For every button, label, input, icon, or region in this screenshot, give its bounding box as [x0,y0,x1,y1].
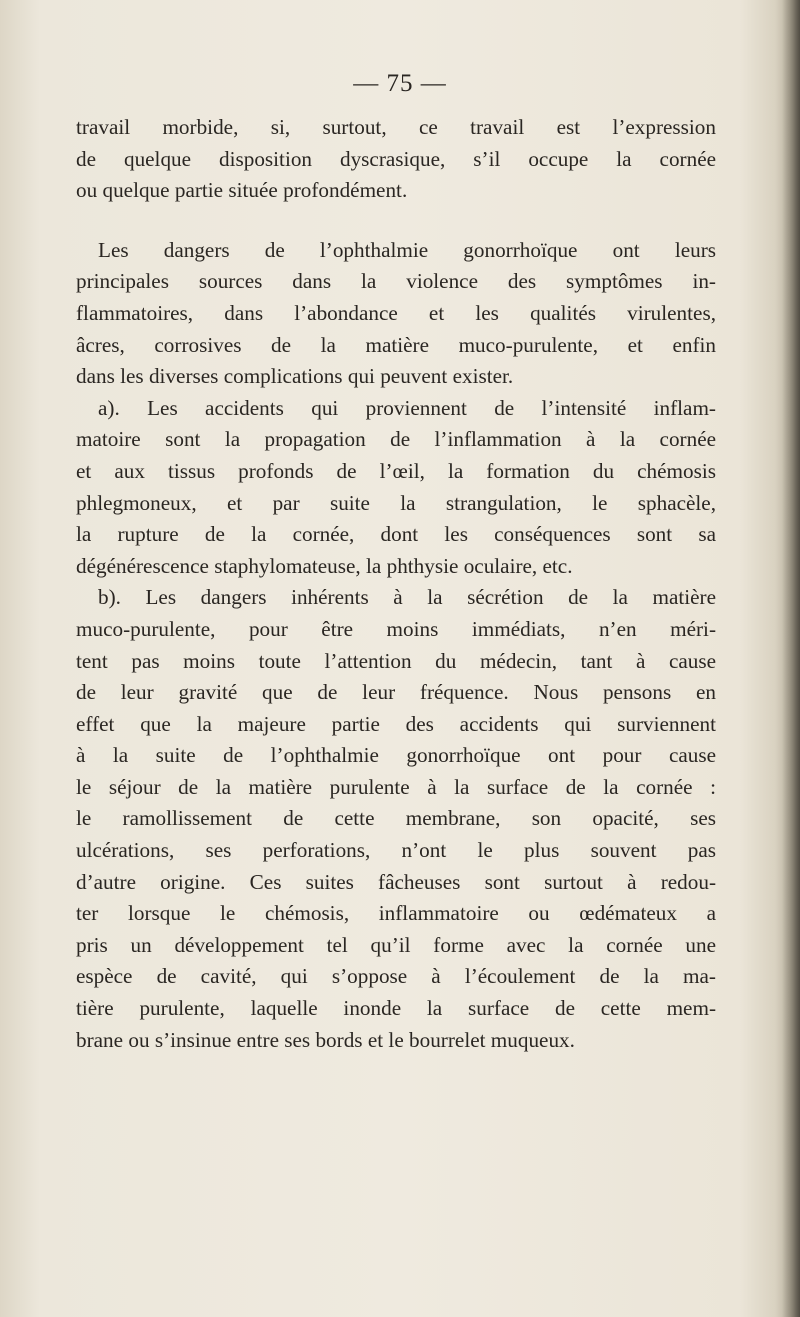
text-line: de quelque disposition dyscrasique, s’il occupe la cornée [76,146,716,171]
text-line: muco-purulente, pour être moins immédiats, n’en méri- [76,616,716,641]
text-line: pris un développement tel qu’il forme avec la cornée une [76,932,716,957]
text-line: ulcérations, ses perforations, n’ont le plus souvent pas [76,838,716,863]
text-line: âcres, corrosives de la matière muco-purulente, et enfin [76,332,716,357]
text-line: phlegmoneux, et par suite la strangulation, le sphacèle, [76,490,716,515]
paragraph [76,112,716,207]
text-line: le ramollissement de cette membrane, son opacité, ses [76,806,716,831]
text-line: principales sources dans la violence des symptômes in- [76,269,716,294]
paragraph [76,235,716,393]
paragraph [76,582,716,1056]
text-line: dans les diverses complications qui peuvent exister. [76,364,514,389]
body-text [76,112,716,1056]
text-line: ter lorsque le chémosis, inflammatoire ou œdémateux a [76,901,716,926]
text-line: b). Les dangers inhérents à la sécrétion de la matière [98,585,716,610]
page-number: — 75 — [353,70,447,97]
text-line: a). Les accidents qui proviennent de l’intensité inflam- [98,395,716,420]
text-line: de leur gravité que de leur fréquence. Nous pensons en [76,680,716,705]
text-line: tent pas moins toute l’attention du médecin, tant à cause [76,648,716,673]
text-line: matoire sont la propagation de l’inflammation à la cornée [76,427,716,452]
text-line: travail morbide, si, surtout, ce travail est l’expression [76,115,716,139]
text-line: ou quelque partie située profondément. [76,178,408,203]
text-line: dégénérescence staphylomateuse, la phthysie oculaire, etc. [76,553,573,578]
text-line: et aux tissus profonds de l’œil, la formation du chémosis [76,458,716,483]
text-line: le séjour de la matière purulente à la surface de la cornée : [76,774,716,799]
text-line: Les dangers de l’ophthalmie gonorrhoïque ont leurs [98,237,716,262]
text-line: la rupture de la cornée, dont les conséquences sont sa [76,522,716,547]
page-edge-shadow [782,0,800,1317]
text-line: espèce de cavité, qui s’oppose à l’écoulement de la ma- [76,964,716,989]
text-line: d’autre origine. Ces suites fâcheuses sont surtout à redou- [76,869,716,894]
text-line: flammatoires, dans l’abondance et les qualités virulentes, [76,300,716,325]
text-line: tière purulente, laquelle inonde la surface de cette mem- [76,996,716,1021]
text-line: à la suite de l’ophthalmie gonorrhoïque ont pour cause [76,743,716,768]
text-line: brane ou s’insinue entre ses bords et le bourrelet muqueux. [76,1027,575,1052]
paragraph [76,393,716,583]
paragraph-gap [76,207,716,235]
text-line: effet que la majeure partie des accidents qui surviennent [76,711,716,736]
